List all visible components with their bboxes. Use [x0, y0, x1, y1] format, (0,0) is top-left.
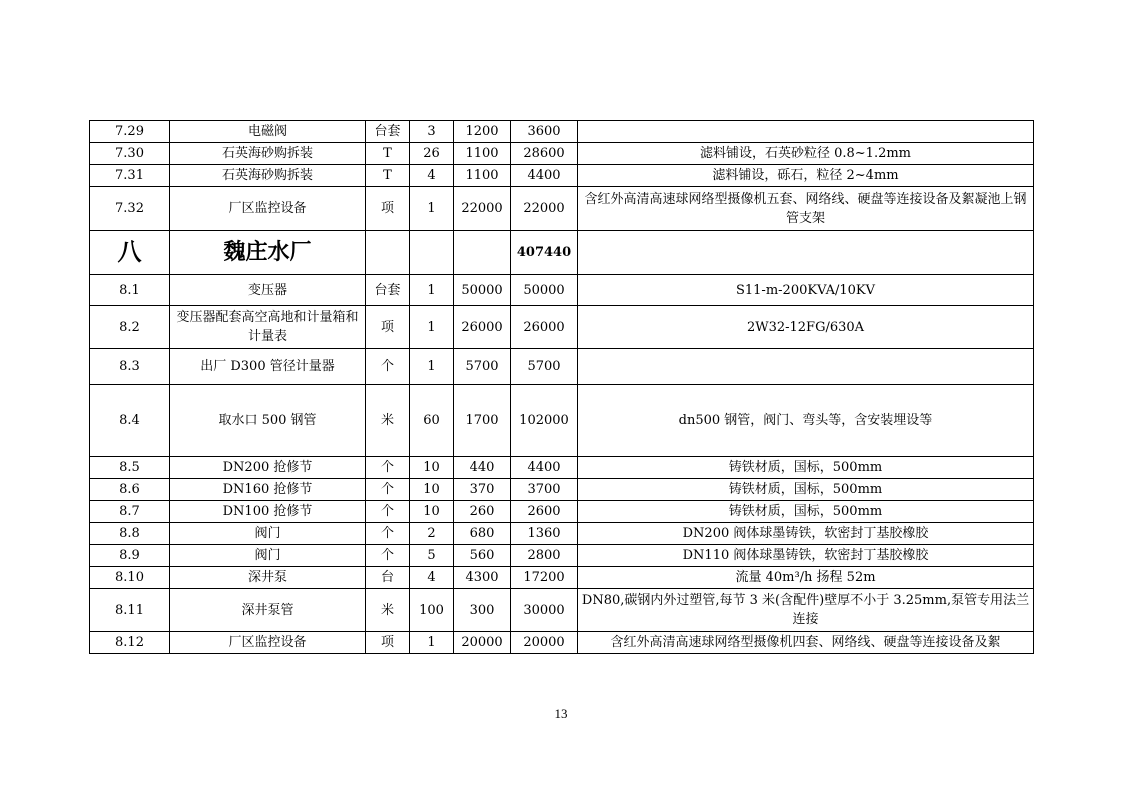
table-row — [90, 165, 1034, 187]
item-unit-price: 50000 — [454, 275, 511, 306]
item-name: 阀门 — [170, 545, 366, 567]
table-row — [90, 479, 1034, 501]
item-description — [578, 349, 1034, 385]
table-row — [90, 523, 1034, 545]
item-unit-price: 1700 — [454, 385, 511, 457]
page-number: 13 — [554, 706, 568, 721]
item-total: 3700 — [511, 479, 578, 501]
item-unit-price: 5700 — [454, 349, 511, 385]
item-number: 7.31 — [90, 165, 170, 187]
item-unit: 米 — [366, 589, 410, 632]
section-header-row — [90, 231, 1034, 275]
item-unit: 个 — [366, 523, 410, 545]
table-row — [90, 187, 1034, 231]
item-description: DN200 阀体球墨铸铁，软密封丁基胶橡胶 — [578, 523, 1034, 545]
table-row — [90, 457, 1034, 479]
item-quantity: 3 — [410, 121, 454, 143]
item-description: 流量 40m³/h 扬程 52m — [578, 567, 1034, 589]
table-row — [90, 567, 1034, 589]
budget-table-body — [90, 121, 1034, 654]
item-name: 石英海砂购拆装 — [170, 165, 366, 187]
item-description: 铸铁材质，国标，500mm — [578, 457, 1034, 479]
item-number: 8.12 — [90, 632, 170, 654]
item-unit-price: 260 — [454, 501, 511, 523]
item-name: 厂区监控设备 — [170, 632, 366, 654]
item-name: 变压器 — [170, 275, 366, 306]
item-unit: T — [366, 165, 410, 187]
item-total: 4400 — [511, 457, 578, 479]
item-unit: 个 — [366, 479, 410, 501]
item-quantity: 4 — [410, 165, 454, 187]
item-name: 变压器配套高空高地和计量箱和计量表 — [170, 306, 366, 349]
item-quantity: 1 — [410, 349, 454, 385]
item-number: 8.8 — [90, 523, 170, 545]
item-unit — [366, 231, 410, 275]
budget-table — [89, 120, 1034, 654]
table-row — [90, 385, 1034, 457]
item-unit-price: 1100 — [454, 143, 511, 165]
item-unit: 个 — [366, 545, 410, 567]
item-unit-price: 4300 — [454, 567, 511, 589]
item-name: DN100 抢修节 — [170, 501, 366, 523]
item-unit: 台套 — [366, 121, 410, 143]
item-total: 50000 — [511, 275, 578, 306]
item-total: 3600 — [511, 121, 578, 143]
item-total: 26000 — [511, 306, 578, 349]
item-description: DN80,碳钢内外过塑管,每节 3 米(含配件)壁厚不小于 3.25mm,泵管专用法兰连接 — [578, 589, 1034, 632]
item-quantity: 10 — [410, 501, 454, 523]
item-number: 8.3 — [90, 349, 170, 385]
item-quantity: 10 — [410, 479, 454, 501]
section-total: 407440 — [511, 231, 578, 275]
item-quantity: 1 — [410, 275, 454, 306]
item-unit-price: 20000 — [454, 632, 511, 654]
item-description: 滤料铺设，石英砂粒径 0.8~1.2mm — [578, 143, 1034, 165]
item-number: 8.5 — [90, 457, 170, 479]
item-quantity — [410, 231, 454, 275]
item-quantity: 5 — [410, 545, 454, 567]
item-total: 5700 — [511, 349, 578, 385]
item-total: 4400 — [511, 165, 578, 187]
item-unit: T — [366, 143, 410, 165]
table-row — [90, 589, 1034, 632]
item-description: 2W32-12FG/630A — [578, 306, 1034, 349]
item-name: 深井泵 — [170, 567, 366, 589]
item-unit-price: 370 — [454, 479, 511, 501]
item-unit-price: 560 — [454, 545, 511, 567]
table-row — [90, 275, 1034, 306]
item-number: 8.9 — [90, 545, 170, 567]
item-unit-price: 1100 — [454, 165, 511, 187]
item-total: 1360 — [511, 523, 578, 545]
table-row — [90, 632, 1034, 654]
item-unit: 个 — [366, 457, 410, 479]
item-unit: 台套 — [366, 275, 410, 306]
item-number: 8.2 — [90, 306, 170, 349]
item-unit-price: 26000 — [454, 306, 511, 349]
item-name: DN200 抢修节 — [170, 457, 366, 479]
item-quantity: 4 — [410, 567, 454, 589]
item-description: 滤料铺设，砾石，粒径 2~4mm — [578, 165, 1034, 187]
item-total: 28600 — [511, 143, 578, 165]
item-description: 铸铁材质，国标，500mm — [578, 479, 1034, 501]
item-name: 出厂 D300 管径计量器 — [170, 349, 366, 385]
item-quantity: 1 — [410, 187, 454, 231]
item-description — [578, 231, 1034, 275]
item-unit: 台 — [366, 567, 410, 589]
item-name: 电磁阀 — [170, 121, 366, 143]
item-number: 8.4 — [90, 385, 170, 457]
item-total: 30000 — [511, 589, 578, 632]
item-unit: 项 — [366, 632, 410, 654]
item-name: 阀门 — [170, 523, 366, 545]
item-quantity: 10 — [410, 457, 454, 479]
table-row — [90, 306, 1034, 349]
item-number: 8.1 — [90, 275, 170, 306]
item-unit: 项 — [366, 306, 410, 349]
item-total: 22000 — [511, 187, 578, 231]
item-quantity: 26 — [410, 143, 454, 165]
section-number: 八 — [90, 231, 170, 275]
section-title: 魏庄水厂 — [170, 231, 366, 275]
item-description: DN110 阀体球墨铸铁，软密封丁基胶橡胶 — [578, 545, 1034, 567]
table-row — [90, 143, 1034, 165]
table-row — [90, 501, 1034, 523]
item-number: 7.29 — [90, 121, 170, 143]
item-quantity: 100 — [410, 589, 454, 632]
item-name: 石英海砂购拆装 — [170, 143, 366, 165]
item-number: 8.10 — [90, 567, 170, 589]
item-description — [578, 121, 1034, 143]
item-description: dn500 钢管，阀门、弯头等，含安装埋设等 — [578, 385, 1034, 457]
item-total: 20000 — [511, 632, 578, 654]
item-total: 102000 — [511, 385, 578, 457]
item-unit-price: 680 — [454, 523, 511, 545]
item-unit-price: 1200 — [454, 121, 511, 143]
item-description: S11-m-200KVA/10KV — [578, 275, 1034, 306]
item-number: 7.32 — [90, 187, 170, 231]
item-total: 2600 — [511, 501, 578, 523]
item-unit: 项 — [366, 187, 410, 231]
table-row — [90, 349, 1034, 385]
item-name: 取水口 500 钢管 — [170, 385, 366, 457]
item-unit: 个 — [366, 349, 410, 385]
item-description: 含红外高清高速球网络型摄像机五套、网络线、硬盘等连接设备及絮凝池上钢管支架 — [578, 187, 1034, 231]
item-unit-price: 440 — [454, 457, 511, 479]
item-unit: 米 — [366, 385, 410, 457]
item-unit-price: 300 — [454, 589, 511, 632]
item-unit-price: 22000 — [454, 187, 511, 231]
item-name: DN160 抢修节 — [170, 479, 366, 501]
item-quantity: 60 — [410, 385, 454, 457]
item-description: 含红外高清高速球网络型摄像机四套、网络线、硬盘等连接设备及絮 — [578, 632, 1034, 654]
item-total: 2800 — [511, 545, 578, 567]
item-quantity: 1 — [410, 632, 454, 654]
item-number: 7.30 — [90, 143, 170, 165]
item-quantity: 2 — [410, 523, 454, 545]
item-unit: 个 — [366, 501, 410, 523]
item-total: 17200 — [511, 567, 578, 589]
item-name: 厂区监控设备 — [170, 187, 366, 231]
item-quantity: 1 — [410, 306, 454, 349]
item-description: 铸铁材质，国标，500mm — [578, 501, 1034, 523]
table-row — [90, 545, 1034, 567]
item-number: 8.11 — [90, 589, 170, 632]
item-number: 8.6 — [90, 479, 170, 501]
item-unit-price — [454, 231, 511, 275]
item-name: 深井泵管 — [170, 589, 366, 632]
table-row — [90, 121, 1034, 143]
item-number: 8.7 — [90, 501, 170, 523]
